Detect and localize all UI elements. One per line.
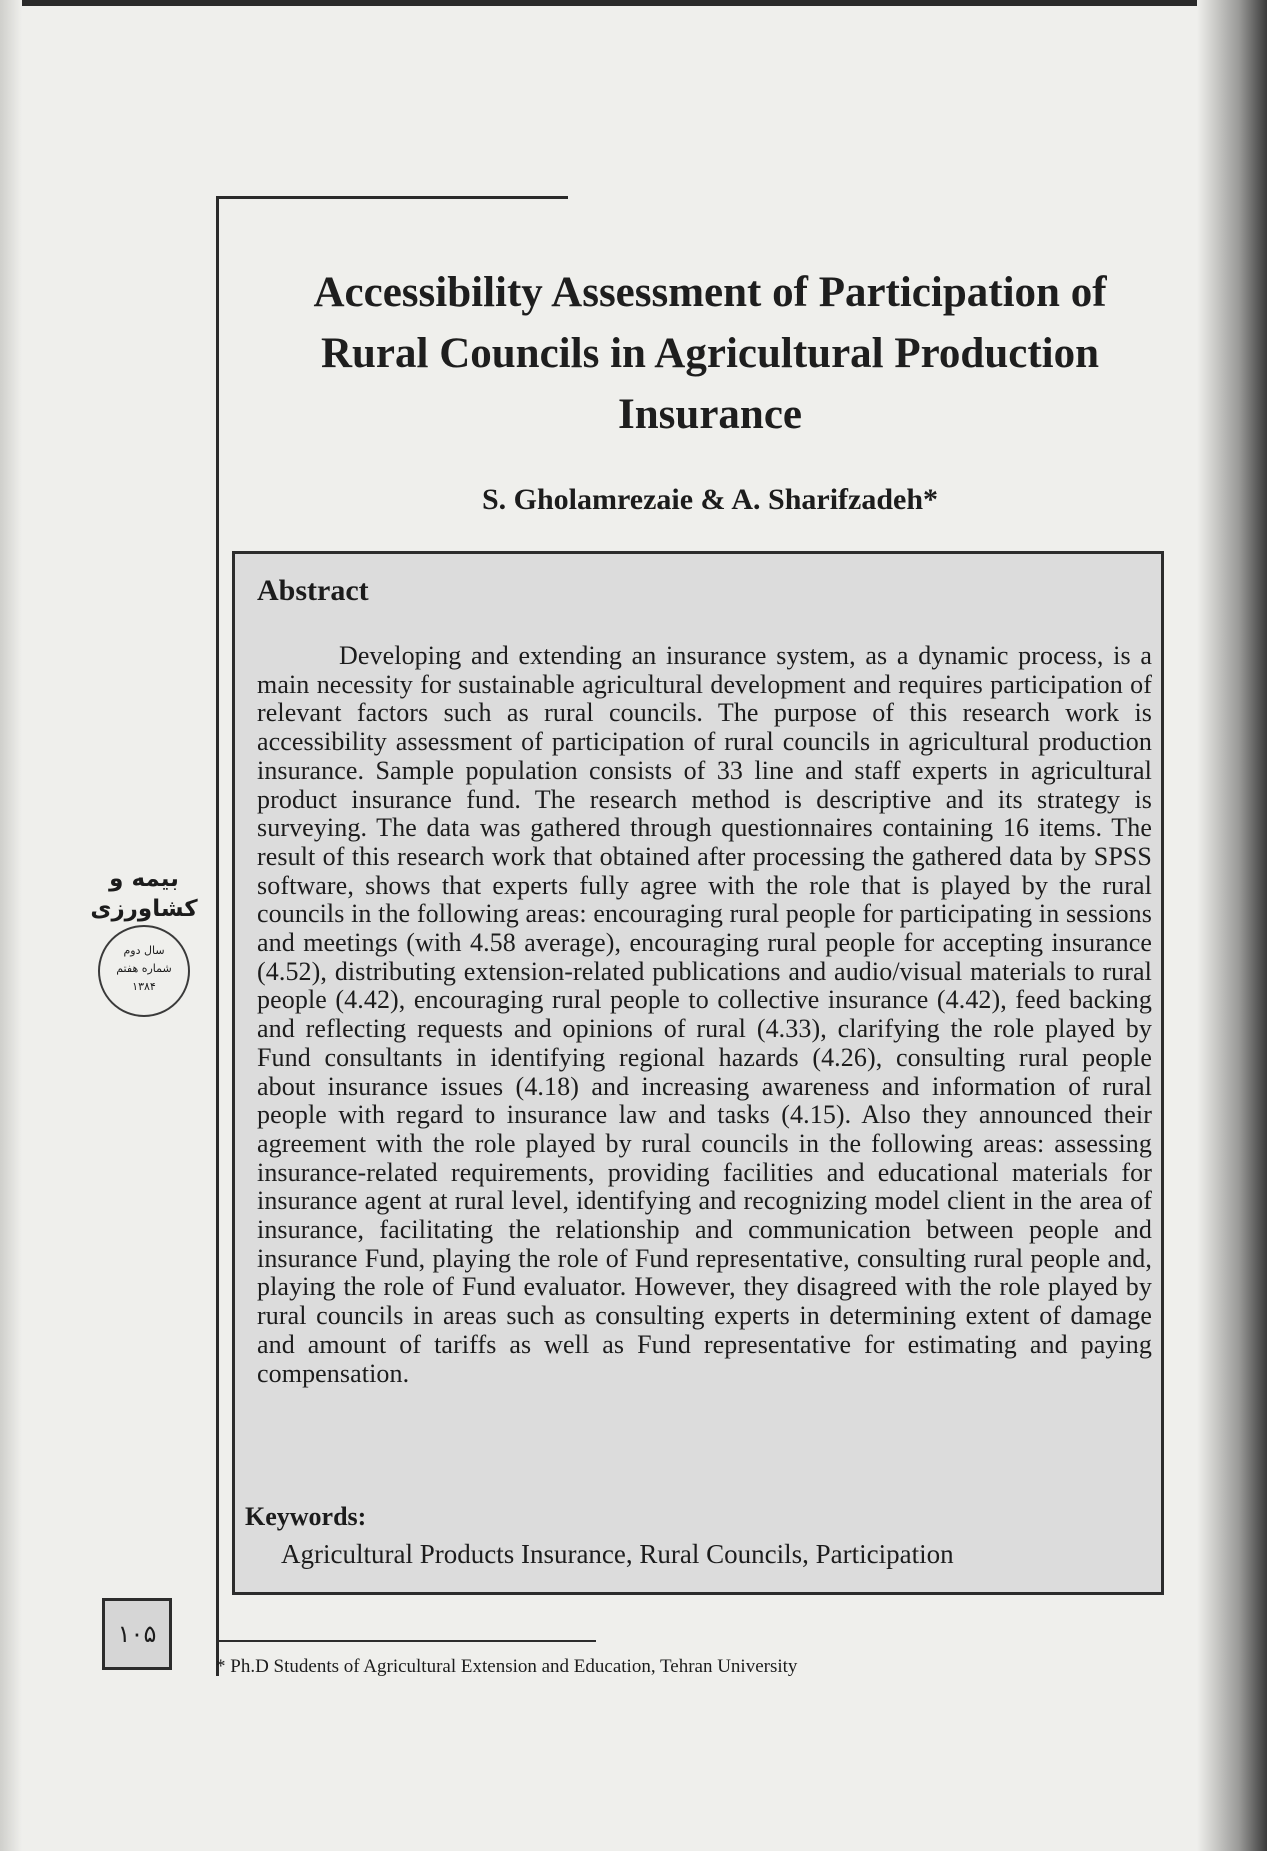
journal-name-line2: کشاورزی: [90, 896, 198, 922]
abstract-heading: Abstract: [257, 574, 369, 607]
footnote: * Ph.D Students of Agricultural Extension and Education, Tehran University: [216, 1656, 798, 1677]
page-number: ۱۰۵: [102, 1598, 172, 1670]
page-edge-shadow: [1197, 0, 1267, 1851]
page-top-edge: [0, 0, 1267, 6]
footnote-rule: [216, 1640, 596, 1642]
seal-date: ۱۳۸۴: [132, 980, 156, 993]
issue-seal: [98, 925, 190, 1017]
article-title: Accessibility Assessment of Participation of Rural Councils in Agricultural Production Insurance: [313, 269, 1107, 438]
journal-name: [88, 864, 200, 924]
seal-year: سال دوم: [123, 944, 165, 957]
journal-name-line1: بیمه و: [109, 866, 179, 892]
keywords-text: Agricultural Products Insurance, Rural Councils, Participation: [281, 1539, 954, 1569]
header-rule: [216, 196, 568, 199]
keywords-heading: Keywords:: [245, 1502, 367, 1531]
abstract-box: [232, 551, 1164, 1595]
abstract-body: Developing and extending an insurance system, as a dynamic process, is a main necessity for sustainable agricultural development and requires participation of relevant factors such as rural councils. The purpose of this research work is accessibility assessment of participation of rural councils in agricultural production insurance. Sample population consists of 33 line and staff experts in agricultural product insurance fund. The research method is descriptive and its strategy is surveying. The data was gathered through questionnaires containing 16 items. The result of this research work that obtained after processing the gathered data by SPSS software, shows that experts fully agree with the role that is played by the rural councils in the following areas: encouraging rural people for participating in sessions and meetings (with 4.58 average), encouraging rural people for accepting insurance (4.52), distributing extension-related publications and audio/visual materials to rural people (4.42), encouraging rural people to collective insurance (4.42), feed backing and reflecting requests and opinions of rural (4.33), clarifying the role played by Fund consultants in identifying regional hazards (4.26), consulting rural people about insurance issues (4.18) and increasing awareness and information of rural people with regard to insurance law and tasks (4.15). Also they announced their agreement with the role played by rural councils in the following areas: assessing insurance-related requirements, providing facilities and educational materials for insurance agent at rural level, identifying and recognizing model client in the area of insurance, facilitating the relationship and communication between people and insurance Fund, playing the role of Fund representative, consulting rural people and, playing the role of Fund evaluator. However, they disagreed with the role played by rural councils in areas such as consulting experts in determining extent of damage and amount of tariffs as well as Fund representative for estimating and paying compensation.: [257, 641, 1152, 1388]
page-gutter-shadow: [0, 0, 22, 1851]
seal-issue: شماره هفتم: [116, 962, 172, 975]
article-authors: S. Gholamrezaie & A. Sharifzadeh*: [481, 483, 939, 516]
margin-rule: [216, 196, 219, 1676]
